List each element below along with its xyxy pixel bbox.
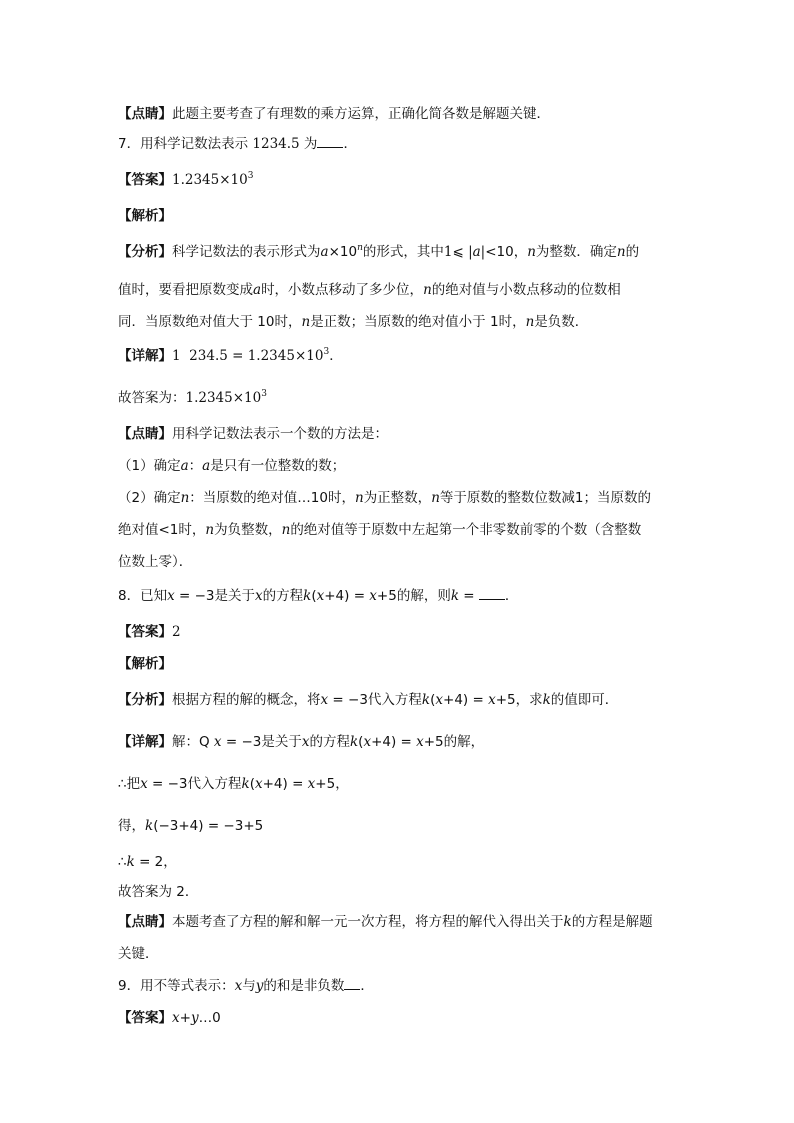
question-7: 7．用科学记数法表示 1234.5 为 ． (118, 136, 357, 152)
analysis-7-line-1: 【分析】科学记数法的表示形式为$a\times 10^n$的形式，其中1⩽ |a|<10，n为整数．确定n的 (118, 243, 640, 260)
detail-8-line-1: 【详解】解：Q x = −3是关于x的方程k(x+4) = x+5的解， (118, 734, 485, 750)
answer-9: 【答案】x+y…0 (118, 1010, 221, 1026)
answer-7: 【答案】$1.2345\times 10^3$ (118, 171, 254, 188)
analysis-7-line-2: 值时，要看把原数变成a时，小数点移动了多少位，n的绝对值与小数点移动的位数相 (118, 282, 621, 298)
answer-8: 【答案】2 (118, 624, 181, 640)
note-7-item-2-line-2: 绝对值<1时，n为负整数，n的绝对值等于原数中左起第一个非零数前零的个数（含整数 (118, 522, 642, 538)
note-7: 【点睛】用科学记数法表示一个数的方法是： (118, 426, 388, 442)
analysis-8: 【分析】根据方程的解的概念，将x = −3代入方程k(x+4) = x+5，求k的值即可． (118, 692, 619, 708)
note-8-line-2: 关键． (118, 946, 159, 962)
note-8-line-1: 【点睛】本题考查了方程的解和解一元一次方程，将方程的解代入得出关于k的方程是解题 (118, 914, 653, 930)
question-9: 9．用不等式表示：x与y的和是非负数 ． (118, 978, 374, 994)
conclusion-7: 故答案为：$1.2345\times 10^3$ (118, 389, 267, 406)
detail-8-line-2: ∴把x = −3代入方程k(x+4) = x+5， (118, 776, 349, 792)
detail-8-line-3: 得，k(−3+4) = −3+5 (118, 818, 264, 834)
detail-7: 【详解】1 $234.5 = 1.2345\times 10^3$． (118, 347, 343, 364)
note-7-item-2-line-1: （2）确定n：当原数的绝对值…10时，n为正整数，n等于原数的整数位数减1；当原数的 (118, 490, 651, 506)
conclusion-8: 故答案为 2． (118, 884, 199, 900)
note-7-item-1: （1）确定a：a是只有一位整数的数； (118, 458, 346, 474)
question-8: 8．已知x = −3是关于x的方程k(x+4) = x+5的解，则k = ． (118, 588, 519, 604)
analysis-7-line-3: 同．当原数绝对值大于 10时，n是正数；当原数的绝对值小于 1时，n是负数． (118, 314, 589, 330)
analysis-label-8: 【解析】 (118, 656, 172, 672)
text-line-0: 【点睛】此题主要考查了有理数的乘方运算，正确化简各数是解题关键． (118, 106, 550, 122)
note-7-item-2-line-3: 位数上零）． (118, 554, 193, 570)
detail-8-line-4: ∴k = 2， (118, 854, 177, 870)
analysis-label-7: 【解析】 (118, 208, 172, 224)
